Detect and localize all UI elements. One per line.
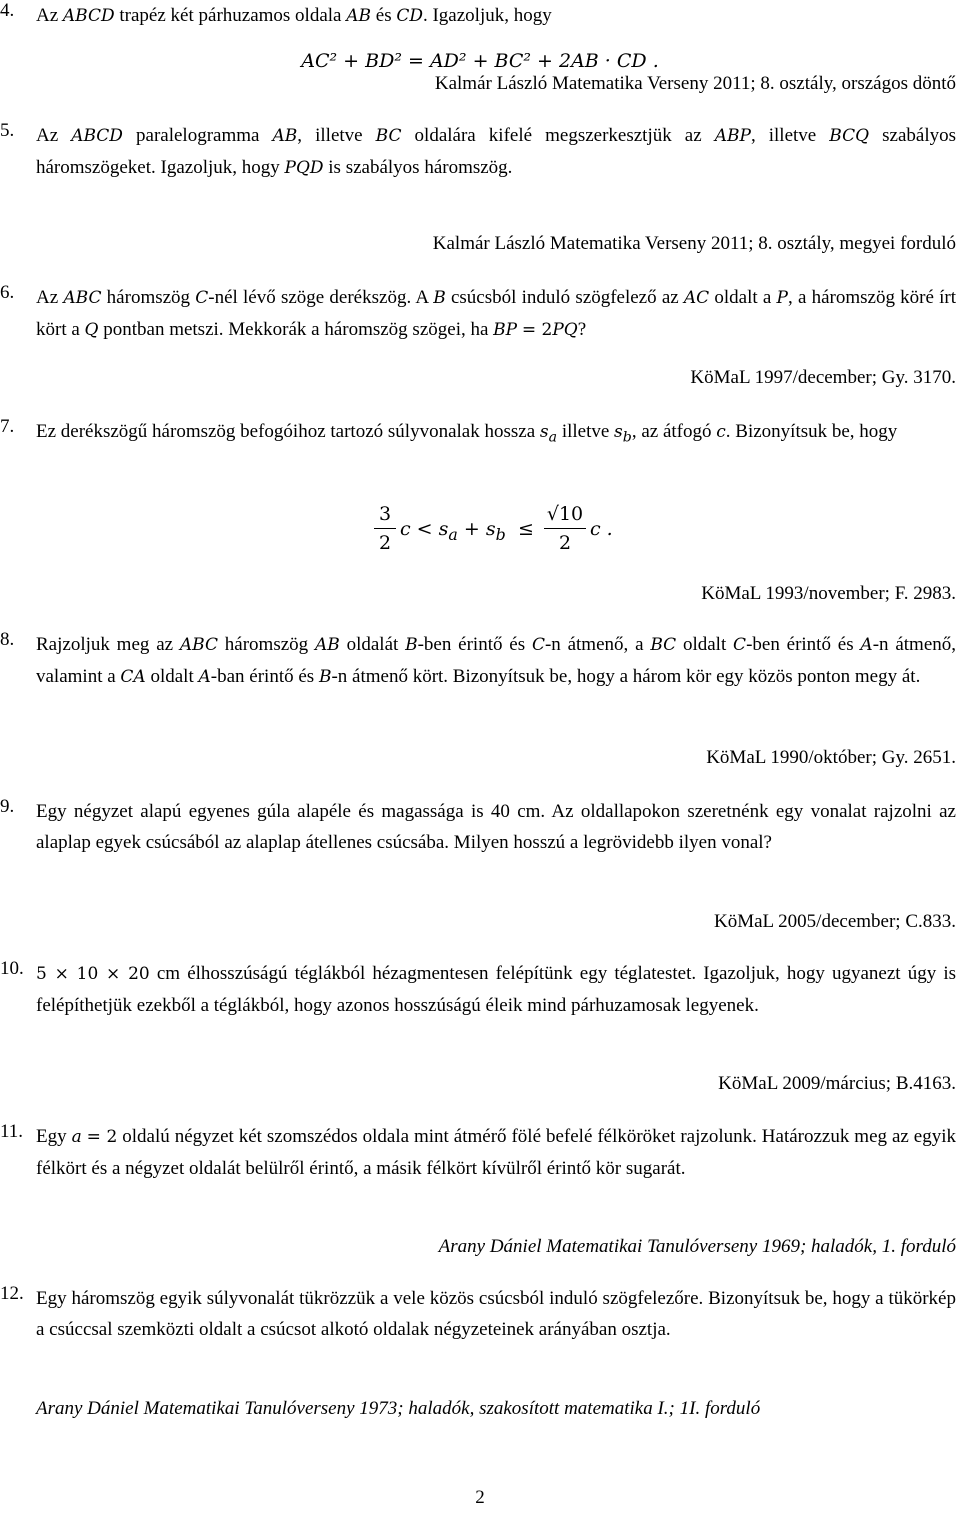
problem-6-source: KöMaL 1997/december; Gy. 3170. — [690, 367, 956, 388]
problem-11 — [0, 1121, 956, 1184]
problem-6 — [0, 282, 956, 346]
problem-text: Egy a = 2 oldalú négyzet két szomszédos oldala mint átmérő fölé befelé félköröket rajzolunk. Határozzuk meg az egyik félkört és a négyzet oldalát belülről érintő, a másik félkört kívülről érintő kör sugarát. — [36, 1126, 956, 1179]
problem-text: Egy háromszög egyik súlyvonalát tükrözzük a vele közös csúcsból induló szögfelezőre. Bizonyítsuk be, hogy a tükörkép a csúccsal szemközti oldalt a csúcsot alkotó oldalak négyzeteinek arányában osztja. — [36, 1288, 956, 1340]
problem-8-source: KöMaL 1990/október; Gy. 2651. — [706, 747, 956, 768]
problem-text: Rajzoljuk meg az ABC háromszög AB oldalát B-ben érintő és C-n átmenő, a BC oldalt C-ben érintő és A-n átmenő, valamint a CA oldalt A-ban érintő és B-n átmenő kört. Bizonyítsuk be, hogy a három kör egy közös ponton megy át. — [36, 634, 956, 687]
fraction-sqrt10-half: √10 2 — [544, 502, 586, 555]
problem-5-source: Kalmár László Matematika Verseny 2011; 8. osztály, megyei forduló — [432, 233, 956, 254]
problem-9 — [0, 796, 956, 858]
problem-10-source: KöMaL 2009/március; B.4163. — [718, 1073, 956, 1094]
problem-5 — [0, 120, 956, 184]
problem-number: 11. — [0, 1121, 24, 1142]
problem-number: 7. — [0, 416, 15, 437]
problem-number: 5. — [0, 120, 15, 141]
ineq-left: $c < s_a + s_b$ — [400, 518, 506, 544]
ineq-right: c . — [590, 518, 613, 540]
problem-8 — [0, 629, 956, 693]
problem-text: 5 × 10 × 20 cm élhosszúságú téglákból hézagmentesen felépítünk egy téglatestet. Igazoljuk, hogy ugyanezt úgy is felépíthetjük ezekből a téglákból, hogy azonos hosszúságú éleik mind párhuzamosak legyenek. — [36, 963, 956, 1016]
problem-7-inequality — [0, 502, 960, 562]
problem-number: 6. — [0, 282, 15, 303]
problem-number: 8. — [0, 629, 15, 650]
problem-number: 9. — [0, 796, 15, 817]
problem-7 — [0, 416, 956, 453]
problem-text: Egy négyzet alapú egyenes gúla alapéle és magassága is 40 cm. Az oldallapokon szeretnénk egy vonalat rajzolni az alaplap egyek csúcsából az alaplap átellenes csúcsába. Milyen hosszú a legrövidebb ilyen vonal? — [36, 801, 956, 853]
problem-12-source: Arany Dániel Matematikai Tanulóverseny 1973; haladók, szakosított matematika I.; 1I. forduló — [36, 1398, 761, 1419]
problem-9-source: KöMaL 2005/december; C.833. — [713, 911, 956, 932]
problem-4-formula: AC² + BD² = AD² + BC² + 2AB · CD . — [301, 50, 659, 72]
problem-7-source: KöMaL 1993/november; F. 2983. — [701, 583, 956, 604]
problem-4 — [0, 0, 956, 32]
problem-11-source: Arany Dániel Matematikai Tanulóverseny 1969; haladók, 1. forduló — [438, 1236, 956, 1257]
problem-number: 10. — [0, 958, 24, 979]
problem-number: 12. — [0, 1283, 24, 1304]
problem-text: Az ABCD paralelogramma AB, illetve BC oldalára kifelé megszerkesztjük az ABP, illetve BCQ szabályos háromszögeket. Igazoljuk, hogy PQD is szabályos háromszög. — [36, 125, 956, 178]
page-number: 2 — [475, 1487, 485, 1508]
problem-10 — [0, 958, 956, 1021]
fraction-three-halves: 3 2 — [374, 502, 396, 555]
problem-text: Az ABCD trapéz két párhuzamos oldala AB és CD. Igazoljuk, hogy — [36, 5, 552, 26]
sqrt-10: √10 — [546, 503, 584, 525]
problem-number: 4. — [0, 0, 15, 21]
problem-text: Ez derékszögű háromszög befogóihoz tartozó súlyvonalak hossza $s_a$ illetve $s_b$, az átfogó c. Bizonyítsuk be, hogy — [36, 421, 898, 446]
problem-4-source: Kalmár László Matematika Verseny 2011; 8. osztály, országos döntő — [434, 73, 956, 94]
problem-text: Az ABC háromszög C-nél lévő szöge derékszög. A B csúcsból induló szögfelező az AC oldalt a P, a háromszög köré írt kört a Q pontban metszi. Mekkorák a háromszög szögei, ha BP = 2PQ? — [36, 287, 957, 340]
problem-12 — [0, 1283, 956, 1345]
leq-sign: ≤ — [518, 518, 534, 540]
